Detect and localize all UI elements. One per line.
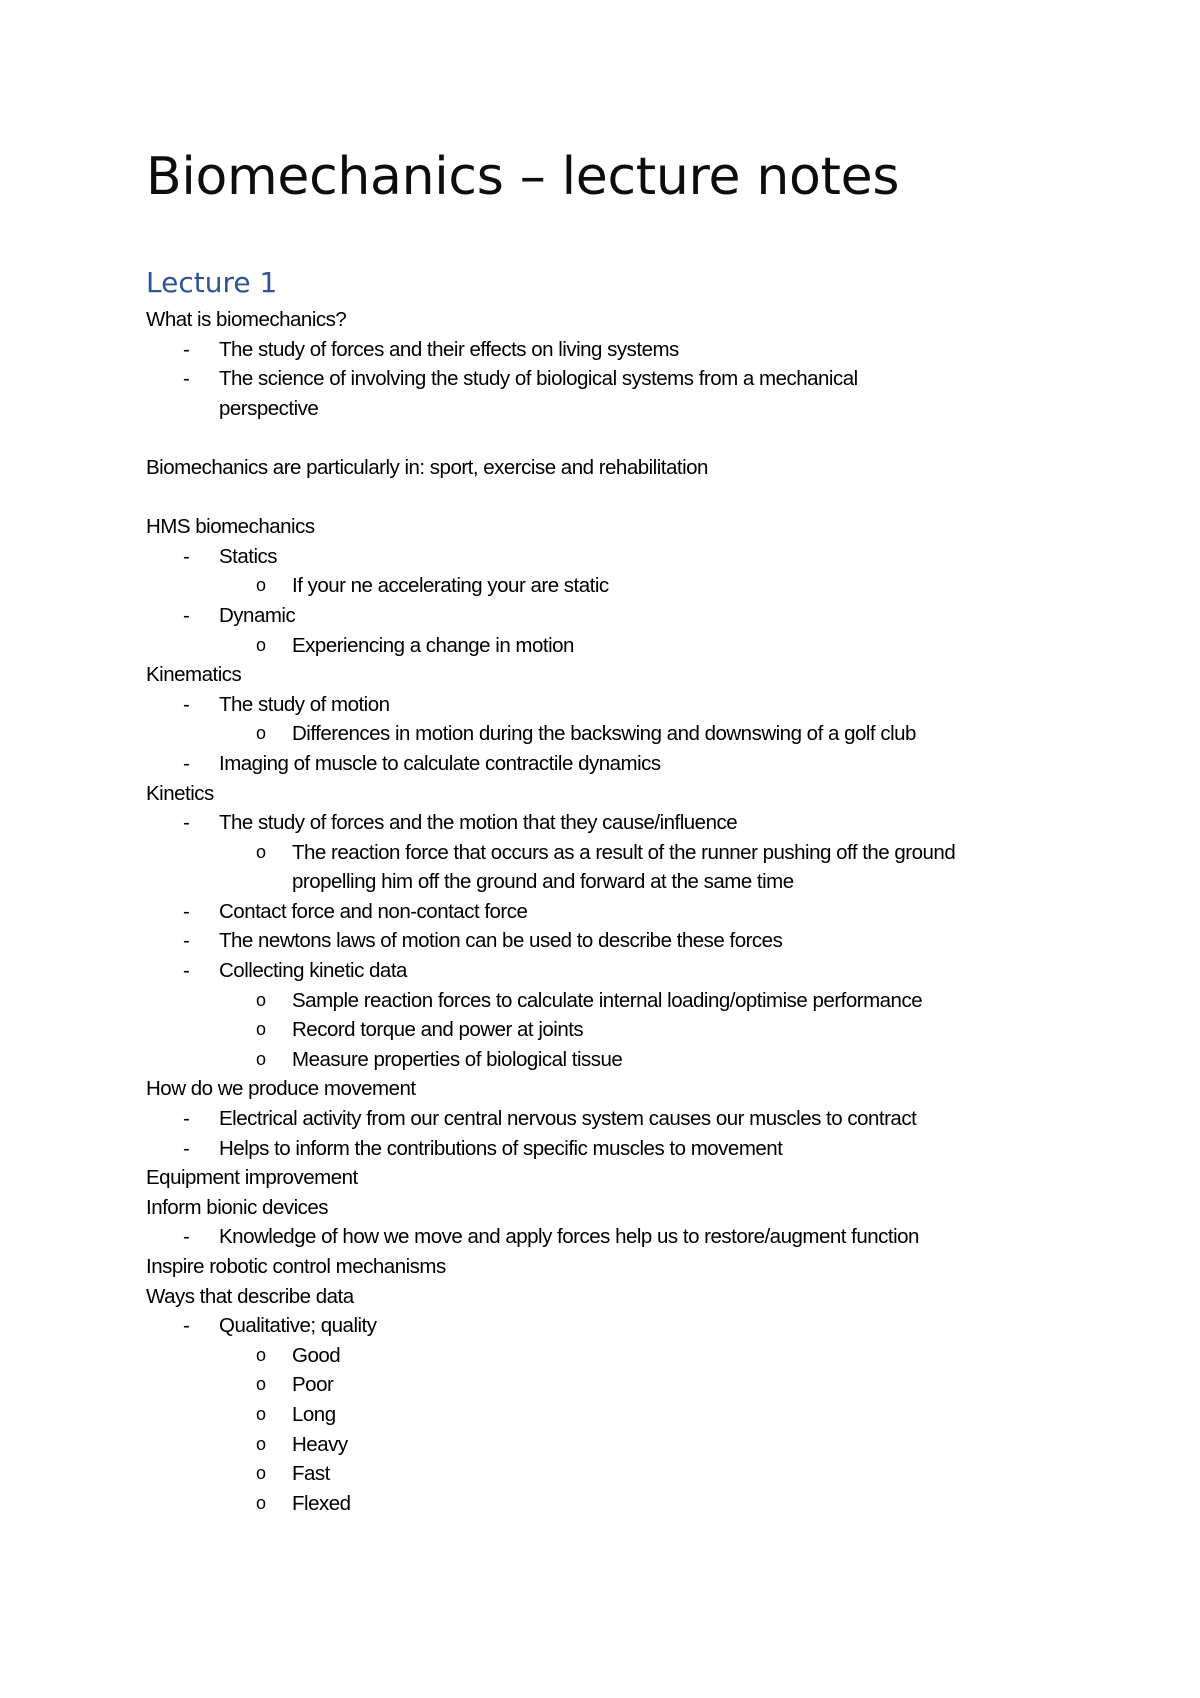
paragraph-line (146, 1282, 1106, 1312)
line-text: Long (292, 1402, 336, 1426)
circle-bullet-icon: o (256, 1374, 266, 1395)
circle-bullet-icon: o (256, 575, 266, 596)
line-text: Inform bionic devices (146, 1195, 329, 1219)
line-text: Collecting kinetic data (219, 959, 407, 983)
line-text: The study of motion (219, 692, 390, 716)
line-text: The study of forces and the motion that they cause/influence (219, 811, 738, 835)
line-text: The science of involving the study of biological systems from a mechanical (219, 367, 858, 391)
line-text: Flexed (292, 1491, 351, 1515)
bullet-item (146, 601, 1106, 631)
document-title: Biomechanics – lecture notes (146, 147, 900, 207)
circle-bullet-icon: o (256, 989, 266, 1010)
line-text: The reaction force that occurs as a result of the runner pushing off the ground (292, 840, 956, 864)
line-text: Biomechanics are particularly in: sport, exercise and rehabilitation (146, 455, 708, 479)
wrapped-line (146, 867, 1106, 897)
bullet-item (146, 1222, 1106, 1252)
circle-bullet-icon: o (256, 1433, 266, 1454)
line-text: Knowledge of how we move and apply forces help us to restore/augment function (219, 1225, 919, 1249)
sub-bullet-item (146, 571, 1106, 601)
line-text: Poor (292, 1373, 334, 1397)
circle-bullet-icon: o (256, 1403, 266, 1424)
line-text: Kinematics (146, 663, 242, 687)
bullet-item (146, 749, 1106, 779)
bullet-item (146, 926, 1106, 956)
sub-bullet-item (146, 1430, 1106, 1460)
dash-bullet-icon: - (183, 751, 190, 775)
line-text: Record torque and power at joints (292, 1018, 584, 1042)
bullet-item (146, 897, 1106, 927)
bullet-item (146, 808, 1106, 838)
dash-bullet-icon: - (183, 1136, 190, 1160)
dash-bullet-icon: - (183, 692, 190, 716)
sub-bullet-item (146, 1459, 1106, 1489)
line-text: HMS biomechanics (146, 515, 315, 539)
sub-bullet-item (146, 719, 1106, 749)
circle-bullet-icon: o (256, 1492, 266, 1513)
line-text: Heavy (292, 1432, 348, 1456)
bullet-item (146, 542, 1106, 572)
notes-body (146, 305, 1106, 1518)
line-text: Kinetics (146, 781, 214, 805)
line-text: If your ne accelerating your are static (292, 574, 609, 598)
paragraph-line (146, 660, 1106, 690)
sub-bullet-item (146, 1341, 1106, 1371)
bullet-item (146, 1311, 1106, 1341)
dash-bullet-icon: - (183, 337, 190, 361)
sub-bullet-item (146, 631, 1106, 661)
circle-bullet-icon: o (256, 1019, 266, 1040)
sub-bullet-item (146, 1370, 1106, 1400)
paragraph-line (146, 305, 1106, 335)
bullet-item (146, 335, 1106, 365)
line-text: Contact force and non-contact force (219, 899, 528, 923)
sub-bullet-item (146, 986, 1106, 1016)
dash-bullet-icon: - (183, 811, 190, 835)
line-text: Inspire robotic control mechanisms (146, 1255, 446, 1278)
sub-bullet-item (146, 1489, 1106, 1519)
dash-bullet-icon: - (183, 1107, 190, 1131)
bullet-item (146, 364, 1106, 394)
line-text: Ways that describe data (146, 1284, 354, 1308)
circle-bullet-icon: o (256, 634, 266, 655)
line-text: The newtons laws of motion can be used to describe these forces (219, 929, 783, 953)
dash-bullet-icon: - (183, 544, 190, 568)
paragraph-line (146, 1193, 1106, 1223)
line-text: Imaging of muscle to calculate contractile dynamics (219, 751, 661, 775)
line-text: Differences in motion during the backswing and downswing of a golf club (292, 722, 916, 746)
line-text: How do we produce movement (146, 1077, 416, 1101)
bullet-item (146, 690, 1106, 720)
dash-bullet-icon: - (183, 1314, 190, 1338)
dash-bullet-icon: - (183, 603, 190, 627)
paragraph-line (146, 453, 1106, 483)
line-text: Equipment improvement (146, 1166, 358, 1190)
paragraph-line (146, 1074, 1106, 1104)
line-text: What is biomechanics? (146, 308, 347, 331)
bullet-item (146, 1104, 1106, 1134)
bullet-item (146, 1134, 1106, 1164)
paragraph-line (146, 1252, 1106, 1282)
sub-bullet-item (146, 1400, 1106, 1430)
dash-bullet-icon: - (183, 929, 190, 953)
paragraph-line (146, 1163, 1106, 1193)
line-text: Dynamic (219, 603, 296, 627)
blank-line (146, 423, 1106, 453)
line-text: propelling him off the ground and forward at the same time (292, 870, 794, 894)
sub-bullet-item (146, 838, 1106, 868)
sub-bullet-item (146, 1045, 1106, 1075)
paragraph-line (146, 779, 1106, 809)
line-text: Helps to inform the contributions of specific muscles to movement (219, 1136, 783, 1160)
bullet-item (146, 956, 1106, 986)
paragraph-line (146, 512, 1106, 542)
line-text: Sample reaction forces to calculate internal loading/optimise performance (292, 988, 923, 1012)
blank-line (146, 483, 1106, 513)
dash-bullet-icon: - (183, 1225, 190, 1249)
line-text: Measure properties of biological tissue (292, 1047, 623, 1071)
line-text: Qualitative; quality (219, 1314, 377, 1338)
circle-bullet-icon: o (256, 1463, 266, 1484)
line-text: perspective (219, 396, 319, 420)
line-text: Fast (292, 1462, 330, 1486)
dash-bullet-icon: - (183, 959, 190, 983)
line-text: Experiencing a change in motion (292, 633, 574, 657)
line-text: Statics (219, 544, 278, 568)
sub-bullet-item (146, 1015, 1106, 1045)
dash-bullet-icon: - (183, 899, 190, 923)
circle-bullet-icon: o (256, 723, 266, 744)
line-text: Good (292, 1343, 341, 1367)
dash-bullet-icon: - (183, 367, 190, 391)
line-text: The study of forces and their effects on living systems (219, 337, 679, 361)
circle-bullet-icon: o (256, 1344, 266, 1365)
wrapped-line (146, 394, 1106, 424)
circle-bullet-icon: o (256, 841, 266, 862)
lecture-heading: Lecture 1 (146, 266, 278, 299)
circle-bullet-icon: o (256, 1048, 266, 1069)
line-text: Electrical activity from our central nervous system causes our muscles to contract (219, 1107, 917, 1131)
